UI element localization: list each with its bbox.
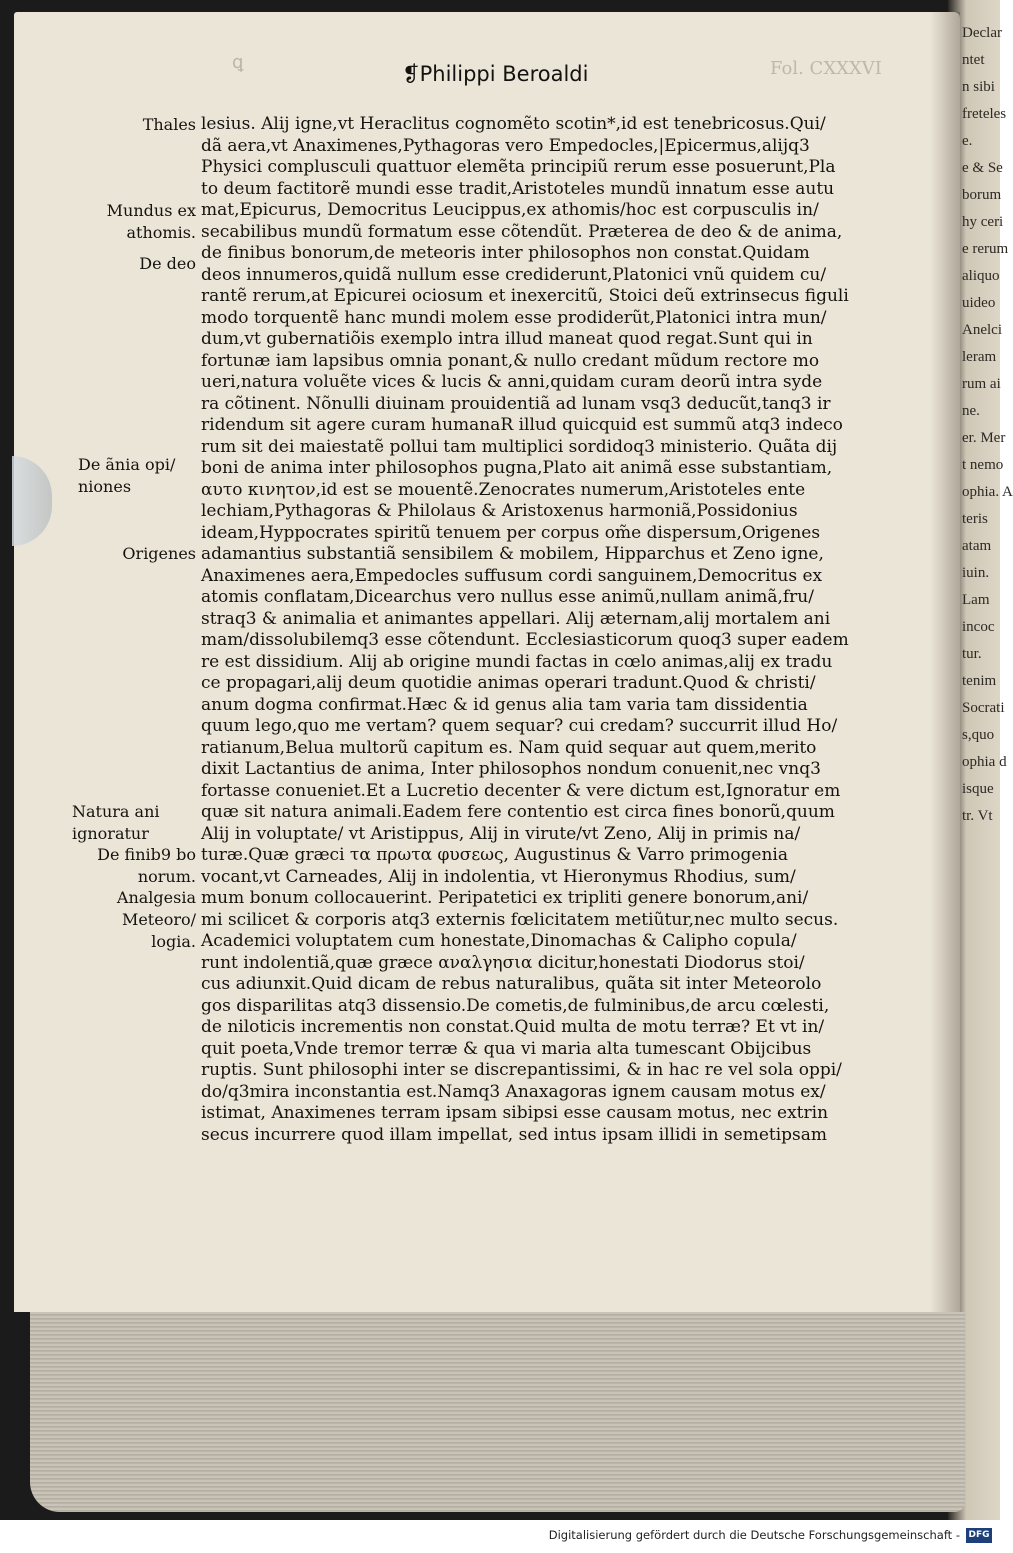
text-line: deos innumeros,quidã nullum esse crediderunt,Platonici vnũ quidem cu/ bbox=[201, 264, 827, 285]
facing-page-line: Socrati bbox=[962, 700, 1005, 716]
facing-page-line: tr. Vt bbox=[962, 808, 993, 824]
facing-page-line: e. bbox=[962, 133, 973, 149]
margin-note-de-deo bbox=[60, 253, 196, 275]
facing-page-line: teris bbox=[962, 511, 988, 527]
funding-credit: Digitalisierung gefördert durch die Deutsche Forschungsgemeinschaft - bbox=[548, 1528, 960, 1542]
facing-page-line: ntet bbox=[962, 52, 985, 68]
text-line: quum lego,quo me vertam? quem sequar? cui credam? succurrit illud Ho/ bbox=[201, 716, 838, 736]
margin-note-mundus bbox=[60, 200, 196, 243]
text-line: quæ sit natura animali.Eadem fere contentio est circa fines bonorũ,quum bbox=[201, 802, 835, 822]
text-line: Alij in voluptate/ vt Aristippus, Alij in virute/vt Zeno, Alij in primis na/ bbox=[201, 823, 801, 844]
facing-page-line: tenim bbox=[962, 673, 997, 689]
main-text-block bbox=[201, 114, 921, 1146]
facing-page-line: ne. bbox=[962, 403, 980, 419]
facing-page-line: aliquo bbox=[962, 268, 1000, 284]
text-line: αυτο κινητον,id est se mouentẽ.Zenocrates numerum,Aristoteles ente bbox=[201, 479, 806, 500]
text-line: istimat, Anaximenes terram ipsam sibipsi esse causam motus, nec extrin bbox=[201, 1103, 829, 1123]
facing-page-line: Lam bbox=[962, 592, 990, 608]
text-line: Academici voluptatem cum honestate,Dinomachas & Calipho copula/ bbox=[201, 931, 797, 951]
text-line: ce propagari,alij deum quotidie animas operari tradunt.Quod & christi/ bbox=[201, 673, 816, 693]
margin-note-thales bbox=[60, 114, 196, 136]
margin-note-analgesia bbox=[60, 887, 196, 909]
margin-note-line: ignoratur bbox=[72, 823, 149, 843]
facing-page-line: er. Mer bbox=[962, 430, 1006, 446]
facing-page-line: e rerum bbox=[962, 241, 1009, 257]
margin-note-line: Meteoro/ bbox=[121, 910, 196, 929]
facing-page-line: Declar bbox=[962, 25, 1002, 41]
facing-page-line: tur. bbox=[962, 646, 982, 662]
facing-page-line: borum bbox=[962, 187, 1002, 203]
text-line: boni de anima inter philosophos pugna,Plato ait animã esse substantiam, bbox=[201, 458, 833, 478]
facing-page-line: n sibi bbox=[962, 79, 995, 95]
text-line: mum bonum collocauerint. Peripatetici ex tripliti genere bonorum,ani/ bbox=[201, 888, 809, 908]
text-line: runt indolentiã,quæ græce αναλγησια dicitur,honestati Diodorus stoi/ bbox=[201, 952, 805, 973]
text-line: quit poeta,Vnde tremor terræ & qua vi maria alta tumescant Obijcibus bbox=[201, 1038, 812, 1059]
text-line: gos disparilitas atq3 dissensio.De cometis,de fulminibus,de arcu cœlesti, bbox=[201, 995, 830, 1016]
facing-page-line: ophia. A bbox=[962, 484, 1013, 500]
facing-page-line: isque bbox=[962, 781, 994, 797]
text-line: de niloticis incrementis non constat.Quid multa de motu terræ? Et vt in/ bbox=[201, 1017, 825, 1037]
text-line: atomis conflatam,Dicearchus vero nullus esse animũ,nullam animã,fru/ bbox=[201, 587, 814, 607]
text-line: rum sit dei maiestatẽ pollui tam multiplici sordidoq3 ministerio. Quãta dij bbox=[201, 436, 838, 457]
text-line: dum,vt gubernatiõis exemplo intra illud maneat quod regat.Sunt qui in bbox=[201, 329, 813, 349]
margin-note-line: Analgesia bbox=[116, 888, 196, 907]
margin-note-de-anima bbox=[78, 454, 214, 497]
facing-page-line: iuin. bbox=[962, 565, 990, 581]
facing-page-line: uideo bbox=[962, 295, 996, 311]
page-footer bbox=[0, 1520, 1000, 1553]
margin-note-line: De finib9 bo bbox=[97, 845, 196, 864]
margin-note-line: Origenes bbox=[122, 544, 196, 563]
facing-page-line: Anelci bbox=[962, 322, 1002, 338]
facing-page-line: rum ai bbox=[962, 376, 1001, 392]
page-gutter-shadow bbox=[930, 12, 960, 1312]
text-line: re est dissidium. Alij ab origine mundi factas in cœlo animas,alij ex tradu bbox=[201, 651, 833, 672]
text-line: dã aera,vt Anaximenes,Pythagoras vero Empedocles,|Epicermus,alijq3 bbox=[201, 135, 810, 156]
margin-note-line: Natura ani bbox=[72, 802, 160, 821]
text-line: anum dogma confirmat.Hæc & id genus alia tam varia tam dissidentia bbox=[201, 694, 808, 715]
margin-note-line: athomis. bbox=[126, 222, 196, 242]
margin-note-line: niones bbox=[78, 476, 132, 496]
text-line: ideam,Hyppocrates spiritũ tenuem per corpus om̃e dispersum,Origenes bbox=[201, 522, 821, 543]
book-fore-edge bbox=[30, 1312, 965, 1512]
text-line: Anaximenes aera,Empedocles suffusum cordi sanguinem,Democritus ex bbox=[201, 565, 823, 586]
margin-note-de-finibus bbox=[60, 844, 196, 887]
margin-note-line: norum. bbox=[137, 866, 196, 886]
facing-page-line: atam bbox=[962, 538, 992, 554]
text-line: mi scilicet & corporis atq3 externis fœlicitatem metiũtur,nec multo secus. bbox=[201, 909, 839, 930]
text-line: to deum factitorẽ mundi esse tradit,Aristoteles mundũ innatum esse autu bbox=[201, 178, 835, 199]
facing-page-line: e & Se bbox=[962, 160, 1003, 176]
text-line: vocant,vt Carneades, Alij in indolentia, vt Hieronymus Rhodius, sum/ bbox=[201, 866, 796, 887]
margin-note-line: logia. bbox=[151, 931, 196, 951]
facing-page-line: s,quo bbox=[962, 727, 995, 743]
margin-note-line: De deo bbox=[139, 254, 196, 273]
text-line: ueri,natura voluẽte vices & lucis & anni,quidam curam deorũ intra syde bbox=[201, 372, 823, 392]
facing-page-line: t nemo bbox=[962, 457, 1004, 473]
facing-page-line: ophia d bbox=[962, 754, 1007, 770]
facing-page-line: incoc bbox=[962, 619, 995, 635]
text-line: adamantius substantiã sensibilem & mobilem, Hipparchus et Zeno igne, bbox=[201, 544, 824, 564]
text-line: mam/dissolubilemq3 esse cõtendunt. Ecclesiasticorum quoq3 super eadem bbox=[201, 630, 849, 650]
running-head: ❡Philippi Beroaldi bbox=[402, 62, 589, 86]
text-line: straq3 & animalia et animantes appellari. Alij æternam,alij mortalem ani bbox=[201, 608, 831, 629]
text-line: fortasse conueniet.Et a Lucretio decenter & vere dictum est,Ignoratur em bbox=[201, 780, 841, 801]
margin-note-meteorologia bbox=[60, 909, 196, 952]
text-line: dixit Lactantius de anima, Inter philosophos nondum conuenit,nec vnq3 bbox=[201, 759, 821, 779]
text-line: turæ.Quæ græci τα πρωτα φυσεως, Augustinus & Varro primogenia bbox=[201, 845, 788, 865]
text-line: ruptis. Sunt philosophi inter se discrepantissimi, & in hac re vel sola oppi/ bbox=[201, 1060, 842, 1080]
text-line: lechiam,Pythagoras & Philolaus & Aristoxenus harmoniã,Possidonius bbox=[201, 501, 798, 521]
bleed-through-mark: ꝗ bbox=[232, 52, 244, 73]
text-line: cus adiunxit.Quid dicam de rebus naturalibus, quãta sit inter Meteorolo bbox=[201, 974, 822, 994]
text-line: lesius. Alij igne,vt Heraclitus cognomẽto scotin*,id est tenebricosus.Qui/ bbox=[201, 114, 826, 134]
margin-note-line: Thales bbox=[142, 115, 196, 134]
bleed-through-folio: Fol. CXXXVI bbox=[770, 58, 882, 79]
text-line: do/q3mira inconstantia est.Namq3 Anaxagoras ignem causam motus ex/ bbox=[201, 1081, 826, 1102]
text-line: secabilibus mundũ formatum esse cõtendũt. Præterea de deo & de anima, bbox=[201, 221, 843, 242]
text-line: secus incurrere quod illam impellat, sed intus ipsam illidi in semetipsam bbox=[201, 1124, 828, 1145]
text-line: mat,Epicurus, Democritus Leucippus,ex athomis/hoc est corpusculis in/ bbox=[201, 200, 819, 220]
margin-note-natura bbox=[72, 801, 208, 844]
dfg-logo: DFG bbox=[966, 1528, 992, 1543]
text-line: ridendum sit agere curam humanaR illud quicquid est summũ atq3 indeco bbox=[201, 415, 843, 435]
text-line: fortunæ iam lapsibus omnia ponant,& nullo credant mũdum rectore mo bbox=[201, 350, 820, 371]
text-line: ra cõtinent. Nõnulli diuinam prouidentiã ad lunam vsq3 deducũt,tanq3 ir bbox=[201, 393, 831, 414]
margin-note-line: De ãnia opi/ bbox=[78, 455, 176, 474]
facing-page-line: freteles bbox=[962, 106, 1007, 122]
facing-page-line: hy ceri bbox=[962, 214, 1004, 230]
facing-page-line: leram bbox=[962, 349, 997, 365]
text-line: Physici complusculi quattuor elemẽta principiũ rerum esse posuerunt,Pla bbox=[201, 157, 836, 177]
margin-note-origenes bbox=[60, 543, 196, 565]
facing-page-text bbox=[962, 20, 1013, 830]
margin-note-line: Mundus ex bbox=[106, 201, 196, 220]
text-line: de finibus bonorum,de meteoris inter philosophos non constat.Quidam bbox=[201, 243, 810, 263]
text-line: rantẽ rerum,at Epicurei ociosum et inexercitũ, Stoici deũ extrinsecus figuli bbox=[201, 286, 849, 306]
text-line: modo torquentẽ hanc mundi molem esse prodiderũt,Platonici intra mun/ bbox=[201, 307, 827, 328]
text-line: ratianum,Belua multorũ capitum es. Nam quid sequar aut quem,merito bbox=[201, 737, 817, 758]
